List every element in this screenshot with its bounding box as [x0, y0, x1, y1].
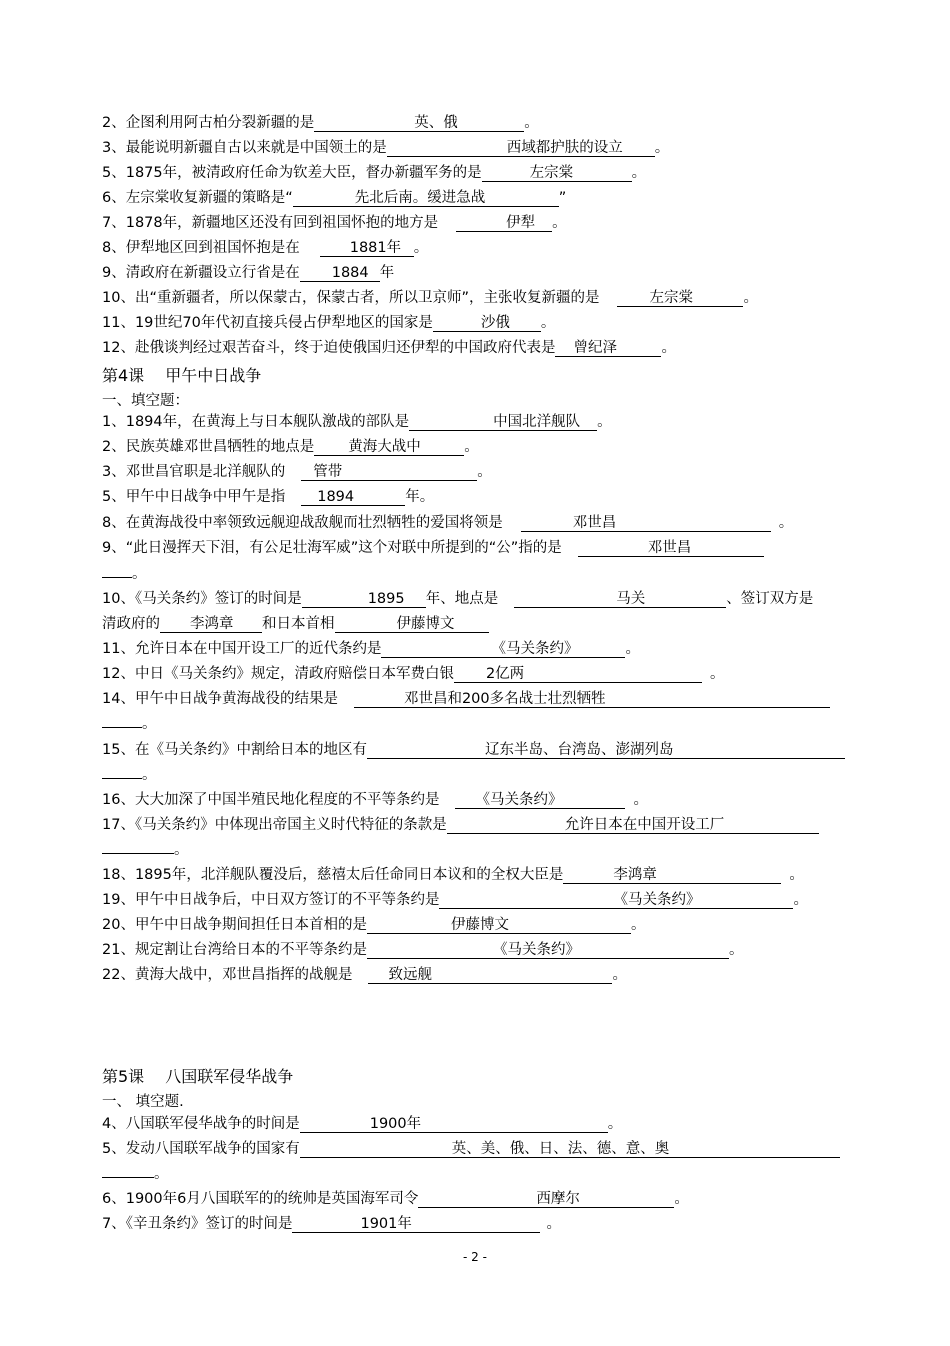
- q3-10: [102, 289, 758, 307]
- question-end: 。: [630, 917, 646, 933]
- question-end: 。: [524, 115, 539, 131]
- answer-blank: 1900年: [300, 1116, 608, 1133]
- lesson4-title: 第4课 甲午中日战争: [102, 366, 262, 385]
- question-text: 、签订双方是: [726, 591, 814, 607]
- answer-blank-cont: [102, 853, 174, 854]
- question-text: 11、允许日本在中国开设工厂的近代条约是: [102, 641, 382, 657]
- q4-9-cont: [102, 565, 147, 583]
- q4-21: [102, 941, 743, 959]
- q3-7: [102, 214, 567, 232]
- q4-15: [102, 741, 845, 759]
- answer-blank-cont: [102, 727, 142, 728]
- question-text: 2、民族英雄邓世昌牺牲的地点是: [102, 439, 315, 455]
- answer-blank-cont: [102, 1177, 154, 1178]
- question-end: 。: [154, 1166, 169, 1182]
- question-end: 。: [674, 1191, 689, 1207]
- question-end: 。: [607, 1116, 623, 1132]
- answer-blank: 先北后南。缓进急战: [293, 190, 559, 207]
- question-end: 。: [612, 967, 627, 983]
- question-text: 9、清政府在新疆设立行省是在: [102, 265, 300, 281]
- answer-blank: 英、俄: [314, 115, 524, 132]
- q4-14-cont: [102, 715, 157, 733]
- question-end: 。: [174, 842, 189, 858]
- answer-blank: 邓世昌和200多名战士壮烈牺牲: [354, 691, 830, 708]
- answer-blank: 致远舰: [368, 967, 612, 984]
- answer-blank: 1901年: [292, 1216, 540, 1233]
- question-text: 14、甲午中日战争黄海战役的结果是: [102, 691, 338, 707]
- answer-blank: 1894: [301, 489, 405, 506]
- q4-12: [102, 665, 724, 683]
- q5-5-cont: [102, 1165, 169, 1183]
- question-end: 年: [379, 265, 395, 281]
- answer-blank: 西摩尔: [418, 1191, 674, 1208]
- q3-9: [102, 264, 394, 282]
- q3-8: [102, 239, 428, 257]
- question-end: 。: [789, 867, 804, 883]
- q4-20: [102, 916, 645, 934]
- answer-blank: 2亿两: [454, 666, 702, 683]
- q4-1: [102, 413, 612, 431]
- answer-blank: 邓世昌: [578, 540, 764, 557]
- q4-19: [102, 891, 808, 909]
- question-end: 。: [552, 215, 567, 231]
- answer-blank: 《马关条约》: [367, 942, 729, 959]
- answer-blank: 马关: [514, 591, 726, 608]
- question-end: 。: [709, 666, 725, 682]
- q4-14: [102, 690, 830, 708]
- question-text: 11、19世纪70年代初直接兵侵占伊犁地区的国家是: [102, 315, 433, 331]
- q3-12: [102, 339, 676, 357]
- question-end: 。: [728, 942, 744, 958]
- question-text: 2、企图利用阿古柏分裂新疆的是: [102, 115, 315, 131]
- question-end: 。: [477, 464, 492, 480]
- answer-blank: 允许日本在中国开设工厂: [447, 817, 819, 834]
- q4-8: [102, 514, 793, 532]
- answer-blank-cont: [102, 577, 132, 578]
- answer-blank: 1884: [300, 265, 380, 282]
- answer-blank: 英、美、俄、日、法、德、意、奥: [300, 1141, 840, 1158]
- question-text: 22、黄海大战中，邓世昌指挥的战舰是: [102, 967, 353, 983]
- lesson5-title: 第5课 八国联军侵华战争: [102, 1067, 294, 1086]
- q5-4: [102, 1115, 622, 1133]
- question-text: 7、1878年，新疆地区还没有回到祖国怀抱的地方是: [102, 215, 439, 231]
- lesson5-section: 一、 填空题.: [102, 1094, 184, 1110]
- answer-blank-cont: [102, 778, 142, 779]
- question-end: 。: [413, 240, 429, 256]
- question-text: 9、“此日漫挥天下泪，有公足壮海军威”这个对联中所提到的“公”指的是: [102, 540, 562, 556]
- question-end: 。: [625, 641, 640, 657]
- question-end: 。: [597, 414, 612, 430]
- answer-blank: 管带: [301, 464, 477, 481]
- question-end: 。: [661, 340, 676, 356]
- answer-blank: 中国北洋舰队: [409, 414, 597, 431]
- q4-22: [102, 966, 627, 984]
- answer-blank: 辽东半岛、台湾岛、澎湖列岛: [367, 742, 845, 759]
- q4-17-cont: [102, 841, 189, 859]
- page-number: - 2 -: [463, 1250, 487, 1264]
- question-text: 3、邓世昌官职是北洋舰队的: [102, 464, 286, 480]
- question-text: 6、1900年6月八国联军的的统帅是英国海军司令: [102, 1191, 419, 1207]
- answer-blank: 沙俄: [433, 315, 541, 332]
- question-text: 4、八国联军侵华战争的时间是: [102, 1116, 300, 1132]
- q5-7: [102, 1215, 561, 1233]
- question-text: 5、甲午中日战争中甲午是指: [102, 489, 286, 505]
- question-text: 12、中日《马关条约》规定，清政府赔偿日本军费白银: [102, 666, 454, 682]
- answer-blank: 李鸿章: [563, 867, 781, 884]
- question-end: 。: [743, 290, 758, 306]
- answer-blank: 1895: [302, 591, 426, 608]
- answer-blank: 邓世昌: [521, 515, 771, 532]
- question-text: 5、1875年，被清政府任命为钦差大臣，督办新疆军务的是: [102, 165, 482, 181]
- q4-15-cont: [102, 766, 157, 784]
- q4-17: [102, 816, 819, 834]
- question-text: 18、1895年，北洋舰队覆没后，慈禧太后任命同日本议和的全权大臣是: [102, 867, 564, 883]
- question-text: 10、出“重新疆者，所以保蒙古，保蒙古者，所以卫京师”，主张收复新疆的是: [102, 290, 600, 306]
- answer-blank: 伊藤博文: [367, 917, 631, 934]
- lesson4-section: 一、填空题：: [102, 393, 189, 409]
- question-text: 12、赴俄谈判经过艰苦奋斗，终于迫使俄国归还伊犁的中国政府代表是: [102, 340, 556, 356]
- question-text: 8、伊犁地区回到祖国怀抱是在: [102, 240, 300, 256]
- q4-16: [102, 791, 648, 809]
- q3-11: [102, 314, 555, 332]
- q4-10-cont: [102, 615, 489, 633]
- q5-5: [102, 1140, 840, 1158]
- question-text: 8、在黄海战役中率领致远舰迎战敌舰而壮烈牺牲的爱国将领是: [102, 515, 503, 531]
- question-text: 和日本首相: [262, 616, 335, 632]
- question-text: 7、《辛丑条约》签订的时间是: [102, 1216, 293, 1232]
- answer-blank: 黄海大战中: [314, 439, 464, 456]
- q4-2: [102, 438, 479, 456]
- q4-18: [102, 866, 804, 884]
- question-end: 。: [793, 892, 808, 908]
- q3-6: [102, 189, 566, 207]
- question-text: 16、大大加深了中国半殖民地化程度的不平等条约是: [102, 792, 440, 808]
- answer-blank: 《马关条约》: [439, 892, 793, 909]
- answer-blank: 曾纪泽: [555, 340, 661, 357]
- answer-blank: 西域都护肤的设立: [387, 140, 655, 157]
- answer-blank: 左宗棠: [617, 290, 743, 307]
- q4-10: [102, 590, 813, 608]
- q3-3: [102, 139, 669, 157]
- question-text: 10、《马关条约》签订的时间是: [102, 591, 302, 607]
- question-text: 17、《马关条约》中体现出帝国主义时代特征的条款是: [102, 817, 447, 833]
- question-end: 。: [132, 566, 147, 582]
- question-end: 年。: [405, 489, 435, 505]
- q4-11: [102, 640, 640, 658]
- q5-6: [102, 1190, 689, 1208]
- q3-5: [102, 164, 646, 182]
- question-end: 。: [540, 315, 556, 331]
- question-text: 20、甲午中日战争期间担任日本首相的是: [102, 917, 367, 933]
- answer-blank: 《马关条约》: [381, 641, 625, 658]
- answer-blank: 左宗棠: [482, 165, 632, 182]
- answer-blank: 李鸿章: [160, 616, 262, 633]
- question-end: 。: [546, 1216, 561, 1232]
- question-text: 清政府的: [102, 616, 160, 632]
- question-end: 。: [631, 165, 647, 181]
- q4-3: [102, 463, 492, 481]
- question-end: 。: [142, 767, 157, 783]
- question-text: 年、地点是: [425, 591, 499, 607]
- question-end: 。: [654, 140, 670, 156]
- question-text: 3、最能说明新疆自古以来就是中国领土的是: [102, 140, 387, 156]
- question-text: 1、1894年，在黄海上与日本舰队激战的部队是: [102, 414, 410, 430]
- answer-blank: 《马关条约》: [455, 792, 625, 809]
- question-end: 。: [778, 515, 794, 531]
- answer-blank: 伊犁: [456, 215, 552, 232]
- question-text: 21、规定割让台湾给日本的不平等条约是: [102, 942, 367, 958]
- question-end: 。: [633, 792, 648, 808]
- q4-9: [102, 539, 764, 557]
- question-text: 15、在《马关条约》中割给日本的地区有: [102, 742, 367, 758]
- question-text: 6、左宗棠收复新疆的策略是“: [102, 190, 293, 206]
- question-text: 5、发动八国联军战争的国家有: [102, 1141, 300, 1157]
- q3-2: [102, 114, 539, 132]
- answer-blank: 1881年: [320, 240, 414, 257]
- question-end: 。: [142, 716, 157, 732]
- question-end: 。: [464, 439, 479, 455]
- answer-blank: 伊藤博文: [335, 616, 489, 633]
- q4-5: [102, 488, 434, 506]
- question-end: ”: [558, 190, 567, 206]
- question-text: 19、甲午中日战争后，中日双方签订的不平等条约是: [102, 892, 440, 908]
